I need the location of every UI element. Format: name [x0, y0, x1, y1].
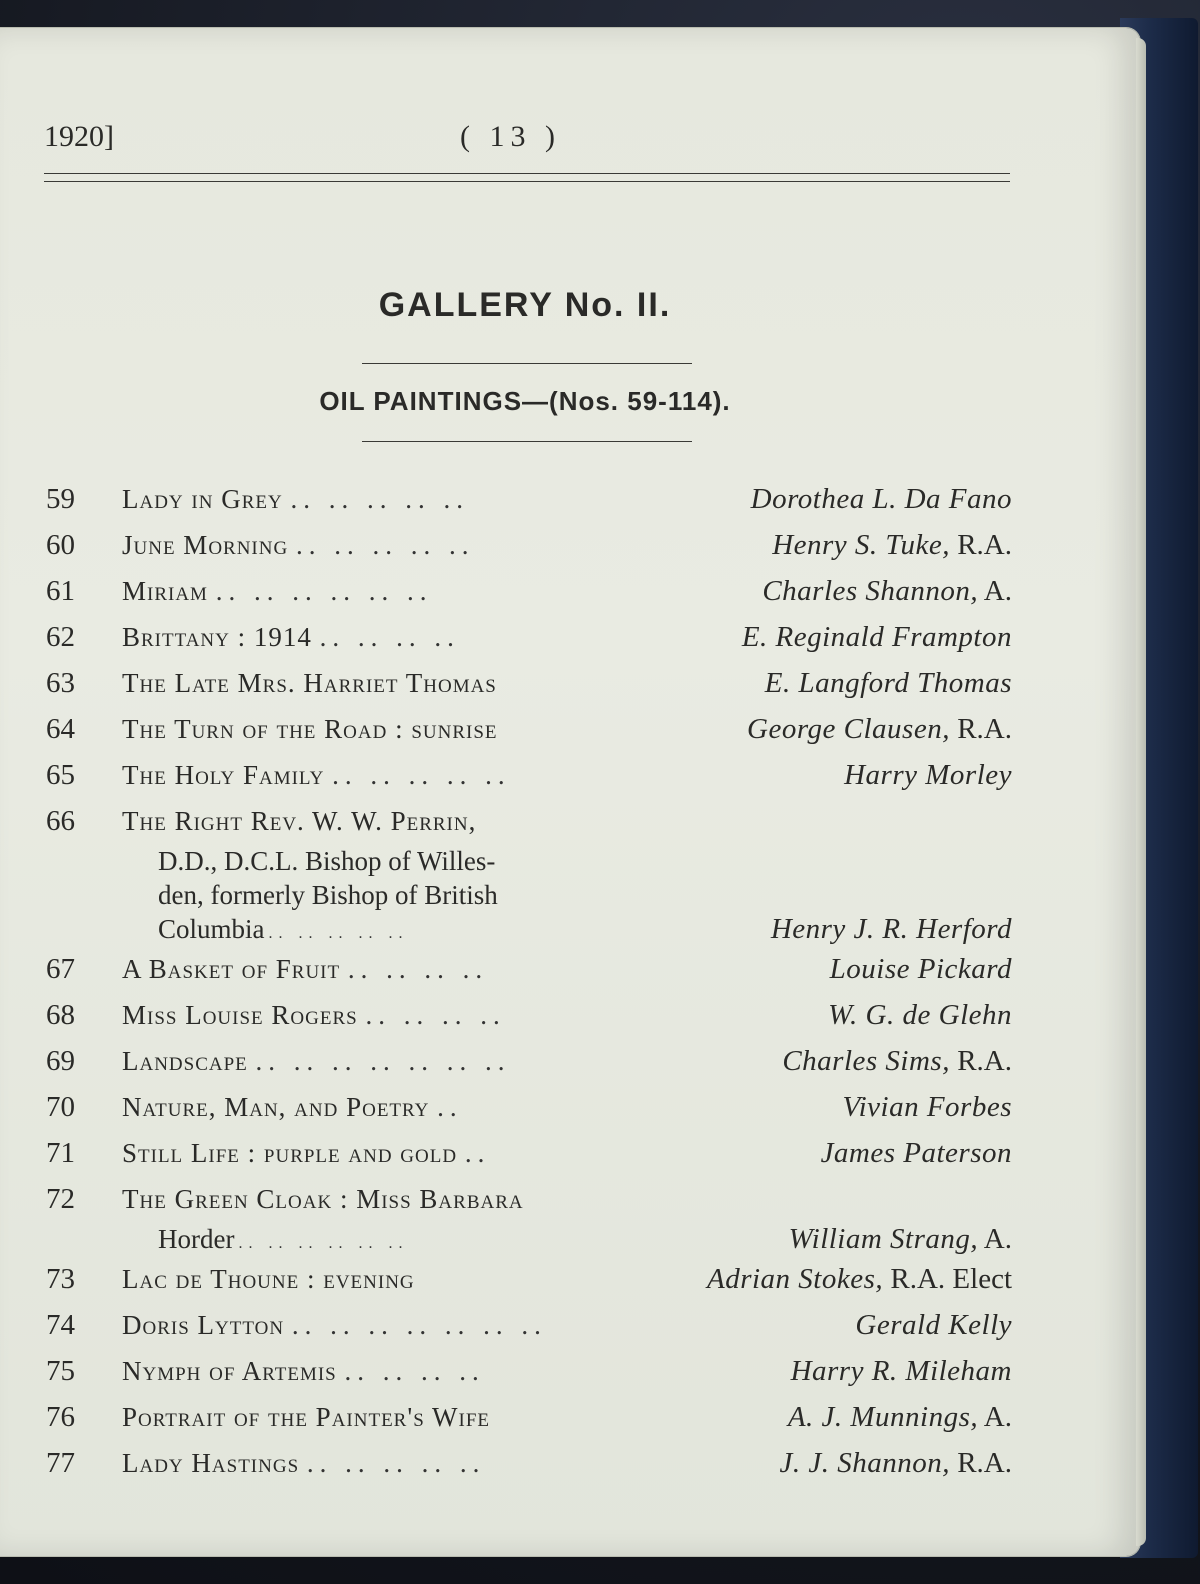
entry-artist [771, 912, 1012, 946]
entry-artist [791, 1348, 1012, 1394]
catalogue-entry [46, 522, 1012, 568]
catalogue-entry [46, 1348, 1012, 1394]
leader-dots: .. .. .. .. .. .. .. [255, 1046, 511, 1076]
page-number: ( 13 ) [460, 120, 561, 153]
leader-dots: .. .. .. .. [347, 954, 489, 984]
entry-line [46, 1176, 1012, 1222]
entry-number: 70 [46, 1091, 75, 1123]
entry-line [46, 1130, 1012, 1176]
leader-dots: .. .. .. .. [319, 622, 460, 652]
entry-line [46, 798, 1012, 844]
entry-number: 61 [46, 575, 75, 607]
running-head [44, 120, 1010, 160]
artist-name: Louise Pickard [829, 953, 1012, 985]
leader-dots: .. [437, 1092, 463, 1122]
artist-honours: A. [978, 575, 1012, 607]
entry-line [46, 706, 1012, 752]
entry-artist [707, 1256, 1012, 1302]
entry-continuation [46, 878, 1012, 912]
continuation-text: D.D., D.C.L. Bishop of Willes- [158, 846, 496, 876]
entry-title-text: The Late Mrs. Harriet Thomas [122, 668, 497, 698]
catalogue-entry [46, 946, 1012, 992]
leader-dots: .. .. .. .. .. [290, 484, 469, 514]
entry-line [46, 946, 1012, 992]
leader-dots: .. .. .. .. [344, 1356, 485, 1386]
entry-title-text: Miriam [122, 576, 208, 606]
catalogue-entry [46, 1394, 1012, 1440]
gallery-title: GALLERY No. II. [378, 286, 672, 324]
entry-title [122, 660, 497, 706]
entry-artist [779, 1440, 1012, 1486]
entry-number: 65 [46, 759, 75, 791]
entry-line [46, 992, 1012, 1038]
entry-title-text: The Holy Family [122, 760, 325, 790]
entry-number: 67 [46, 953, 75, 985]
entry-number: 77 [46, 1447, 75, 1479]
header-double-rule [44, 173, 1010, 182]
entry-artist [751, 476, 1012, 522]
artist-name: Henry J. R. Herford [770, 913, 1012, 945]
entry-title [122, 798, 476, 844]
catalogue-entry [46, 1256, 1012, 1302]
entry-title-text: June Morning [122, 530, 289, 560]
entry-continuation [46, 912, 1012, 946]
artist-name: Charles Shannon, [762, 575, 979, 607]
entry-line [46, 660, 1012, 706]
entry-number: 66 [46, 805, 75, 837]
entry-line [46, 568, 1012, 614]
entry-artist [765, 660, 1012, 706]
entry-number: 69 [46, 1045, 75, 1077]
artist-honours: R.A. [949, 713, 1012, 745]
artist-name: William Strang, [788, 1223, 979, 1255]
leader-dots: .. .. .. .. .. [268, 925, 409, 942]
artist-name: Charles Sims, [782, 1045, 950, 1077]
leader-dots: .. .. .. .. .. .. [238, 1235, 409, 1252]
leader-dots: .. .. .. .. .. .. [215, 576, 433, 606]
entry-number: 76 [46, 1401, 75, 1433]
entry-title [122, 1256, 415, 1302]
entry-title [122, 946, 488, 992]
entry-artist [762, 568, 1012, 614]
artist-honours: A. [978, 1401, 1012, 1433]
catalogue-entry [46, 660, 1012, 706]
entry-artist [747, 706, 1012, 752]
artist-name: A. J. Munnings, [787, 1401, 979, 1433]
entry-line [46, 1302, 1012, 1348]
entry-title-text: A Basket of Fruit [122, 954, 341, 984]
entry-title [122, 1130, 490, 1176]
entry-title [122, 752, 511, 798]
entry-title-text: Lac de Thoune : evening [122, 1264, 415, 1294]
continuation-text: Columbia [158, 914, 265, 944]
entry-title-text: Lady Hastings [122, 1448, 300, 1478]
catalogue-entry [46, 1130, 1012, 1176]
artist-name: Henry S. Tuke, [772, 529, 950, 561]
entry-number: 72 [46, 1183, 75, 1215]
catalogue-entry [46, 568, 1012, 614]
entry-artist [782, 1038, 1012, 1084]
entry-artist [789, 1222, 1012, 1256]
entry-line [46, 1084, 1012, 1130]
leader-dots: .. [464, 1138, 491, 1168]
catalogue-entry [46, 1038, 1012, 1084]
entry-artist [830, 946, 1012, 992]
entry-number: 60 [46, 529, 75, 561]
catalogue-entry [46, 476, 1012, 522]
entry-title [122, 614, 460, 660]
entry-number: 64 [46, 713, 75, 745]
entry-continuation [46, 844, 1012, 878]
entry-artist [855, 1302, 1012, 1348]
catalogue-entry [46, 1084, 1012, 1130]
leader-dots: .. .. .. .. .. [295, 530, 475, 560]
entry-line [46, 1348, 1012, 1394]
artist-honours: R.A. [949, 529, 1012, 561]
leader-dots: .. .. .. .. .. [306, 1448, 486, 1478]
entry-title-text: The Turn of the Road : sunrise [122, 714, 498, 744]
entry-line [46, 1440, 1012, 1486]
artist-name: Harry R. Mileham [790, 1355, 1012, 1387]
entry-line [46, 522, 1012, 568]
continuation-text: den, formerly Bishop of British [158, 880, 498, 910]
leader-dots: .. .. .. .. .. [332, 760, 511, 790]
year-label: 1920] [44, 120, 114, 153]
entry-title-text: Still Life : purple and gold [122, 1138, 458, 1168]
entry-number: 75 [46, 1355, 75, 1387]
catalogue-page [0, 28, 1140, 1556]
artist-honours: A. [978, 1223, 1012, 1255]
catalogue-entry [46, 1440, 1012, 1486]
entry-title [122, 1440, 485, 1486]
artist-name: E. Reginald Frampton [741, 621, 1012, 653]
artist-name: Vivian Forbes [842, 1091, 1012, 1123]
entry-title-text: Miss Louise Rogers [122, 1000, 358, 1030]
entry-number: 73 [46, 1263, 75, 1295]
artist-name: E. Langford Thomas [764, 667, 1012, 699]
title-rule-top [362, 363, 692, 364]
title-rule-bottom [362, 441, 692, 442]
entry-title-text: Portrait of the Painter's Wife [122, 1402, 491, 1432]
entry-number: 68 [46, 999, 75, 1031]
catalogue-entry [46, 992, 1012, 1038]
entry-line [46, 1256, 1012, 1302]
entry-number: 71 [46, 1137, 75, 1169]
entry-title-text: The Green Cloak : Miss Barbara [122, 1184, 524, 1214]
entry-title-text: The Right Rev. W. W. Perrin, [122, 806, 477, 836]
entry-title [122, 1348, 485, 1394]
catalogue-entry [46, 706, 1012, 752]
entry-number: 63 [46, 667, 75, 699]
entry-title [122, 522, 474, 568]
entry-title [122, 992, 506, 1038]
entry-line [46, 1394, 1012, 1440]
page-edge [1136, 38, 1146, 1546]
entry-number: 74 [46, 1309, 75, 1341]
artist-name: Adrian Stokes, [706, 1263, 884, 1295]
entry-line [46, 752, 1012, 798]
entry-title-text: Brittany : 1914 [122, 622, 312, 652]
entry-artist [772, 522, 1012, 568]
section-title: OIL PAINTINGS—(Nos. 59-114). [319, 386, 731, 416]
artist-honours: R.A. Elect [883, 1263, 1012, 1295]
entry-title-text: Doris Lytton [122, 1310, 285, 1340]
leader-dots: .. .. .. .. [365, 1000, 506, 1030]
artist-name: J. J. Shannon, [779, 1447, 950, 1479]
entry-title [122, 1394, 490, 1440]
entry-artist [843, 1084, 1012, 1130]
catalogue-entry [46, 798, 1012, 946]
entry-number: 62 [46, 621, 75, 653]
catalogue-entry [46, 752, 1012, 798]
entry-continuation [46, 1222, 1012, 1256]
entry-title [122, 1038, 511, 1084]
entry-artist [828, 992, 1012, 1038]
entry-line [46, 476, 1012, 522]
artist-name: Dorothea L. Da Fano [750, 483, 1012, 515]
catalogue-entry [46, 1176, 1012, 1256]
entry-artist [742, 614, 1012, 660]
artist-name: James Paterson [820, 1137, 1012, 1169]
catalogue-entry [46, 614, 1012, 660]
artist-honours: R.A. [949, 1045, 1012, 1077]
entry-title [122, 706, 498, 752]
artist-name: George Clausen, [747, 713, 950, 745]
entry-title [122, 1176, 524, 1222]
entry-title [122, 476, 469, 522]
entry-title-text: Lady in Grey [122, 484, 283, 514]
entry-title [122, 568, 432, 614]
entry-artist [844, 752, 1012, 798]
entry-title-text: Landscape [122, 1046, 248, 1076]
entry-title [122, 1084, 463, 1130]
entry-artist [788, 1394, 1012, 1440]
entry-title [122, 1302, 547, 1348]
entries-list [46, 476, 1012, 1486]
artist-name: W. G. de Glehn [828, 999, 1012, 1031]
artist-name: Harry Morley [844, 759, 1012, 791]
artist-honours: R.A. [949, 1447, 1012, 1479]
entry-title-text: Nymph of Artemis [122, 1356, 337, 1386]
entry-artist [821, 1130, 1012, 1176]
catalogue-entry [46, 1302, 1012, 1348]
leader-dots: .. .. .. .. .. .. .. [291, 1310, 547, 1340]
artist-name: Gerald Kelly [855, 1309, 1012, 1341]
entry-line [46, 1038, 1012, 1084]
entry-title-text: Nature, Man, and Poetry [122, 1092, 430, 1122]
continuation-text: Horder [158, 1224, 235, 1254]
entry-number: 59 [46, 483, 75, 515]
entry-line [46, 614, 1012, 660]
